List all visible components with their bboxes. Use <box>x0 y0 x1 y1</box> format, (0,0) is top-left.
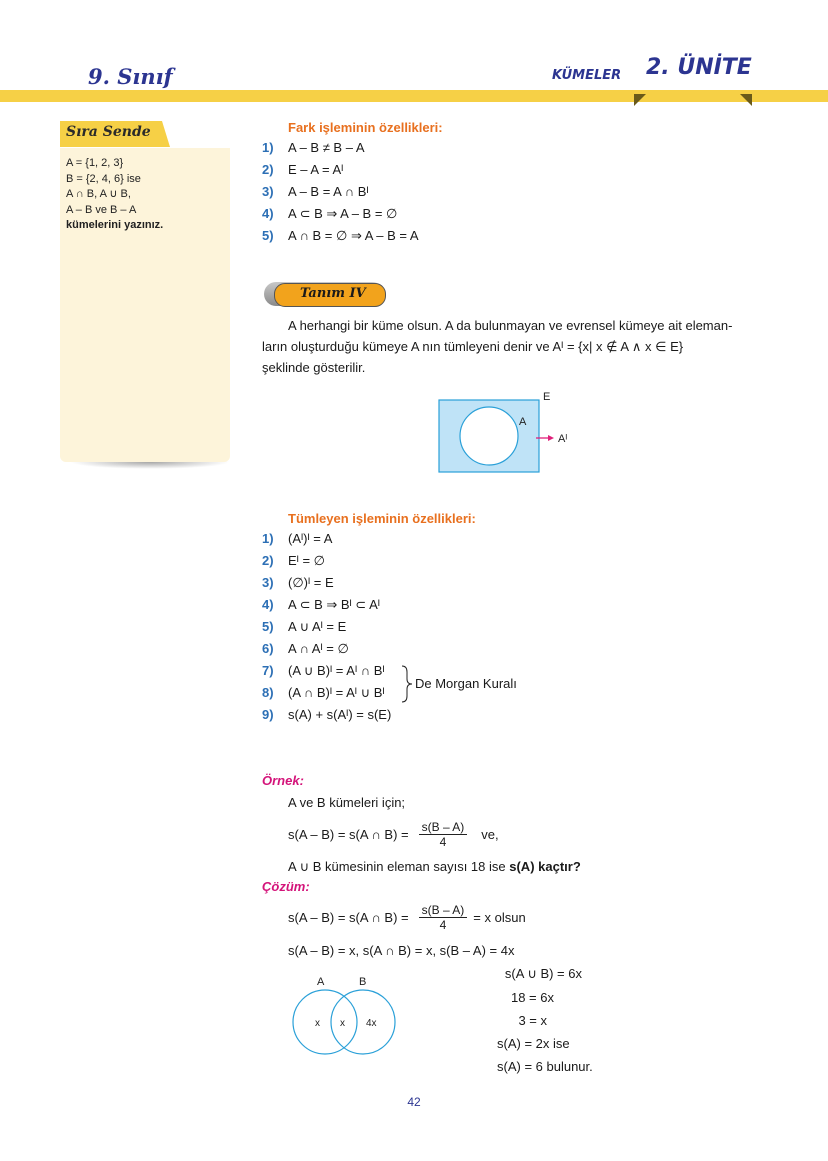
item-number: 5) <box>262 228 274 243</box>
tumleyen-heading: Tümleyen işleminin özellikleri: <box>288 511 476 526</box>
region-a-only: x <box>315 1018 320 1029</box>
list-item <box>262 641 349 657</box>
list-item <box>262 531 332 546</box>
list-item <box>262 184 369 199</box>
page-number: 42 <box>407 1095 421 1109</box>
item-number: 2) <box>262 162 274 177</box>
definition-line: ların oluşturduğu kümeye A nın tümleyeni denir ve Aᴵ = {x| x ∉ A ∧ x ∈ E} <box>262 339 684 354</box>
sidebar-line: B = {2, 4, 6} ise <box>66 172 141 185</box>
fraction <box>419 903 468 932</box>
item-number: 9) <box>262 707 274 722</box>
definition-paragraph <box>262 315 754 378</box>
header-bar-corner-left <box>634 94 646 106</box>
fark-heading: Fark işleminin özellikleri: <box>288 120 443 135</box>
item-text: (∅)ᴵ = E <box>288 575 334 590</box>
label-b: B <box>359 976 367 988</box>
solution-step: s(A) = 2x ise <box>497 1036 570 1051</box>
item-text: A ⊂ B ⇒ A – B = ∅ <box>288 206 398 221</box>
label-a-complement: Aᴵ <box>558 433 568 445</box>
list-item <box>262 619 346 635</box>
region-intersection: x <box>340 1018 345 1029</box>
sidebar-exercise <box>66 156 226 234</box>
set-a-circle <box>460 407 518 465</box>
item-text: A – B ≠ B – A <box>288 140 365 155</box>
item-number: 4) <box>262 597 274 612</box>
unit-label: 2. ÜNİTE <box>646 55 752 80</box>
item-number: 5) <box>262 619 274 634</box>
list-item <box>262 663 385 679</box>
list-item <box>262 162 343 177</box>
item-text: A – B = A ∩ Bᴵ <box>288 184 369 199</box>
item-number: 8) <box>262 685 274 700</box>
item-text: E – A = Aᴵ <box>288 162 344 177</box>
item-text: Eᴵ = ∅ <box>288 553 325 568</box>
item-text: (A ∪ B)ᴵ = Aᴵ ∩ Bᴵ <box>288 663 385 678</box>
item-number: 6) <box>262 641 274 656</box>
definition-line: şeklinde gösterilir. <box>262 360 366 375</box>
equation-left: s(A – B) = s(A ∩ B) = <box>288 826 409 842</box>
brace-path <box>402 666 412 702</box>
de-morgan-label: De Morgan Kuralı <box>415 676 517 691</box>
example-question <box>288 859 581 875</box>
item-text: s(A) + s(Aᴵ) = s(E) <box>288 707 392 722</box>
item-number: 2) <box>262 553 274 568</box>
question-text: A ∪ B kümesinin eleman sayısı 18 ise <box>288 859 506 874</box>
item-text: A ∩ B = ∅ ⇒ A – B = A <box>288 228 419 243</box>
de-morgan-brace <box>400 664 414 704</box>
fraction-denominator: 4 <box>439 917 447 932</box>
fraction-denominator: 4 <box>439 834 447 849</box>
solution-equation <box>288 899 526 935</box>
solution-line-2: s(A – B) = x, s(A ∩ B) = x, s(B – A) = 4x <box>288 943 515 958</box>
list-item <box>262 575 334 591</box>
item-text: A ∪ Aᴵ = E <box>288 619 347 634</box>
solution-step: s(A ∪ B) = 6x <box>504 966 582 981</box>
region-b-only: 4x <box>366 1018 377 1029</box>
fraction-numerator: s(B – A) <box>419 903 468 918</box>
complement-venn-diagram <box>430 388 590 480</box>
item-text: (A ∩ B)ᴵ = Aᴵ ∪ Bᴵ <box>288 685 385 700</box>
label-a: A <box>519 416 527 428</box>
header-bar <box>0 90 828 102</box>
list-item <box>262 685 385 701</box>
example-equation <box>288 816 499 852</box>
item-number: 7) <box>262 663 274 678</box>
sidebar-line: A = {1, 2, 3} <box>66 157 124 169</box>
sidebar-line: A ∩ B, A ∪ B, <box>66 188 131 200</box>
solution-venn-diagram <box>285 970 405 1060</box>
sidebar-tab-tail <box>162 121 170 147</box>
item-number: 3) <box>262 575 274 590</box>
arrow-head <box>548 435 554 441</box>
list-item <box>262 707 391 722</box>
fraction-numerator: s(B – A) <box>419 820 468 835</box>
item-number: 1) <box>262 531 274 546</box>
equation-right: = x olsun <box>473 909 526 925</box>
equation-right: ve, <box>481 826 499 842</box>
item-text: (Aᴵ)ᴵ = A <box>288 531 333 546</box>
item-text: A ∩ Aᴵ = ∅ <box>288 641 349 656</box>
list-item <box>262 228 419 244</box>
topic-label: KÜMELER <box>552 68 622 83</box>
solution-step: s(A) = 6 bulunur. <box>497 1059 593 1074</box>
item-number: 3) <box>262 184 274 199</box>
solution-heading: Çözüm: <box>262 879 310 894</box>
item-number: 1) <box>262 140 274 155</box>
list-item <box>262 553 325 569</box>
example-line-1: A ve B kümeleri için; <box>288 795 406 810</box>
question-emphasis: s(A) kaçtır? <box>509 859 581 874</box>
header-bar-corner-right <box>740 94 752 106</box>
item-text: A ⊂ B ⇒ Bᴵ ⊂ Aᴵ <box>288 597 380 612</box>
label-e: E <box>543 391 551 403</box>
list-item <box>262 140 365 155</box>
sidebar-line: A – B ve B – A <box>66 203 137 216</box>
list-item <box>262 206 397 222</box>
equation-left: s(A – B) = s(A ∩ B) = <box>288 909 409 925</box>
item-number: 4) <box>262 206 274 221</box>
grade-label: 9. Sınıf <box>88 64 173 89</box>
set-a-circle <box>293 990 357 1054</box>
tumleyen-list <box>262 531 582 731</box>
solution-step: 18 = 6x <box>510 990 554 1005</box>
fark-list <box>262 140 562 250</box>
solution-step: 3 = x <box>518 1013 547 1028</box>
label-a: A <box>317 976 325 988</box>
fraction <box>419 820 468 849</box>
list-item <box>262 597 380 613</box>
sidebar-title: Sıra Sende <box>66 124 151 140</box>
definition-line: A herhangi bir küme olsun. A da bulunmayan ve evrensel kümeye ait eleman- <box>288 318 733 333</box>
example-heading: Örnek: <box>262 773 304 788</box>
sidebar-emphasis: kümelerini yazınız. <box>66 219 164 231</box>
definition-label: Tanım IV <box>300 286 366 301</box>
